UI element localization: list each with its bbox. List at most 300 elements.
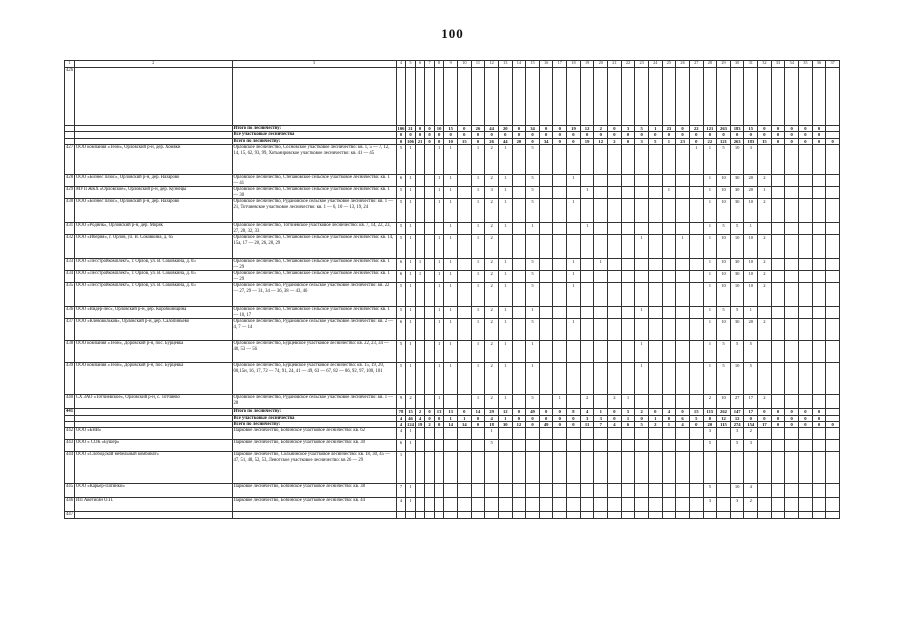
value-cell [662,498,676,512]
value-cell [415,512,425,518]
value-cell [539,498,553,512]
value-cell [608,271,622,283]
value-cell: 10 [744,199,758,223]
value-cell: 5 [526,319,540,341]
value-cell [567,307,581,319]
table-row [65,68,840,126]
value-cell [485,498,499,512]
value-cell: 0 [621,132,635,138]
value-cell: 0 [471,132,485,138]
value-cell: 1 [471,145,485,175]
value-cell [771,319,785,341]
value-cell [648,484,662,498]
value-cell [498,68,512,126]
value-cell: 0 [744,132,758,138]
value-cell [812,68,826,126]
value-cell [648,175,662,187]
value-cell: 0 [608,126,622,132]
value-cell: 27 [730,395,744,409]
organization-cell: ООО «Лесстройкомплект», г. Орлов, ул. В. Соковкина, д. 65 [74,283,232,307]
value-cell [553,440,567,452]
value-cell [676,307,690,319]
value-cell [567,395,581,409]
value-cell: 19 [580,138,594,144]
row-number: 426 [65,68,75,126]
value-cell [812,283,826,307]
value-cell: 0 [703,132,717,138]
value-cell: 1 [434,395,444,409]
value-cell: 6 [676,415,690,421]
value-cell: 10 [717,175,731,187]
value-cell: 0 [512,409,526,415]
value-cell [662,395,676,409]
location-cell: Парковое лесничество, Бобинское участковое лесничество: кв. 62 [232,428,396,440]
value-cell: 1 [526,223,540,235]
value-cell [771,512,785,518]
value-cell [812,395,826,409]
value-cell: 1 [526,341,540,363]
value-cell [758,428,772,440]
value-cell [648,223,662,235]
value-cell: 1 [471,395,485,409]
value-cell [415,199,425,223]
table-row [65,395,840,409]
value-cell: 23 [662,126,676,132]
value-cell: 4 [676,422,690,428]
value-cell: 4 [744,484,758,498]
value-cell: 1 [498,187,512,199]
value-cell: 0 [608,132,622,138]
value-cell [425,484,435,498]
row-number: 431 [65,223,75,235]
value-cell: 0 [415,132,425,138]
location-cell: Парковое лесничество, Бобинское участковое лесничество: кв. 30 [232,440,396,452]
column-number: 36 [812,61,826,68]
value-cell: 0 [771,138,785,144]
value-cell: 1 [703,307,717,319]
value-cell: 2 [485,271,499,283]
value-cell: 10 [717,271,731,283]
value-cell: 0 [553,138,567,144]
value-cell [425,440,435,452]
value-cell [689,199,703,223]
value-cell: 1 [471,283,485,307]
value-cell: 5 [526,145,540,175]
value-cell [512,428,526,440]
value-cell: 0 [635,132,649,138]
value-cell [396,68,406,126]
value-cell [812,223,826,235]
value-cell: 1 [444,199,458,223]
value-cell [539,223,553,235]
value-cell [415,319,425,341]
value-cell: 2 [485,395,499,409]
value-cell [608,484,622,498]
value-cell: 3 [744,440,758,452]
value-cell [703,512,717,518]
value-cell: 1 [444,341,458,363]
value-cell: 12 [512,422,526,428]
value-cell: 5 [526,283,540,307]
value-cell: 10 [444,138,458,144]
value-cell [621,363,635,395]
value-cell [676,498,690,512]
value-cell [689,395,703,409]
value-cell [648,498,662,512]
column-number: 25 [662,61,676,68]
column-number: 31 [744,61,758,68]
value-cell [662,307,676,319]
value-cell: 4 [396,415,406,421]
value-cell: 2 [758,259,772,271]
value-cell: 0 [662,132,676,138]
value-cell [730,68,744,126]
value-cell: 10 [730,145,744,175]
value-cell [812,452,826,484]
value-cell: 115 [703,409,717,415]
value-cell [580,512,594,518]
value-cell: 5 [689,415,703,421]
value-cell: 0 [425,415,435,421]
value-cell [471,440,485,452]
value-cell: 0 [717,132,731,138]
value-cell: 14 [471,409,485,415]
value-cell [471,428,485,440]
value-cell: 3 [730,498,744,512]
value-cell: 22 [703,138,717,144]
value-cell [434,440,444,452]
value-cell [799,235,813,259]
value-cell: 1 [498,363,512,395]
value-cell [648,68,662,126]
value-cell: 2 [425,422,435,428]
value-cell: 12 [730,415,744,421]
value-cell: 2 [758,283,772,307]
value-cell: 10 [730,235,744,259]
value-cell [415,68,425,126]
value-cell: 0 [434,138,444,144]
value-cell [580,319,594,341]
value-cell [415,235,425,259]
value-cell: 5 [744,363,758,395]
value-cell [608,512,622,518]
value-cell: 0 [396,132,406,138]
value-cell: 17 [744,395,758,409]
value-cell: 0 [425,138,435,144]
organization-cell: ООО «Бизнес плюс», Орловский р-н, дер. Назарово [74,199,232,223]
value-cell: 0 [567,138,581,144]
value-cell: 1 [498,259,512,271]
value-cell: 30 [730,319,744,341]
value-cell: 4 [415,415,425,421]
value-cell: 30 [730,271,744,283]
value-cell [425,319,435,341]
value-cell [512,145,526,175]
value-cell: 2 [608,138,622,144]
value-cell [553,512,567,518]
value-cell [553,187,567,199]
column-number: 21 [608,61,622,68]
value-cell [799,223,813,235]
value-cell [635,187,649,199]
value-cell [826,484,840,498]
value-cell [799,259,813,271]
organization-cell: ООО «Слободской мебельный комбинат» [74,452,232,484]
value-cell: 1 [662,187,676,199]
value-cell [648,428,662,440]
value-cell [458,175,472,187]
value-cell [689,319,703,341]
value-cell [458,363,472,395]
value-cell [785,341,799,363]
organization-cell: МУП ЖКХ «Орловское», Орловский р-н, дер. Кузнецы [74,187,232,199]
value-cell: 0 [771,415,785,421]
value-cell [771,395,785,409]
value-cell: 20 [703,422,717,428]
value-cell: 5 [648,138,662,144]
value-cell [608,68,622,126]
value-cell [676,223,690,235]
value-cell: 274 [730,422,744,428]
value-cell: 1 [444,415,458,421]
value-cell: 0 [526,138,540,144]
value-cell: 1 [406,283,416,307]
value-cell: 0 [662,415,676,421]
value-cell: 5 [396,341,406,363]
value-cell: 4 [396,422,406,428]
value-cell: 1 [580,187,594,199]
value-cell: 1 [434,271,444,283]
value-cell [512,68,526,126]
value-cell [512,452,526,484]
value-cell: 19 [415,422,425,428]
value-cell: 0 [539,409,553,415]
value-cell: 0 [458,132,472,138]
value-cell [594,395,608,409]
value-cell: 1 [444,363,458,395]
value-cell [648,187,662,199]
value-cell [785,271,799,283]
table-row [65,223,840,235]
location-cell: Орловское лесничество, Степановское сельское участковое лесничество: кв. 1 — 29 [232,259,396,271]
value-cell: 0 [580,132,594,138]
organization-cell: ИП Аветисян О.П. [74,498,232,512]
location-cell: Орловское лесничество, Степановское сельское участковое лесничество: кв. 1 — 41 [232,175,396,187]
value-cell [580,363,594,395]
value-cell [689,452,703,484]
value-cell [799,363,813,395]
value-cell: 1 [406,363,416,395]
value-cell [689,271,703,283]
value-cell: 0 [799,415,813,421]
value-cell [608,363,622,395]
organization-cell: ООО «Лесстройкомплект», г. Орлов, ул. В. Соковкина, д. 65 [74,271,232,283]
value-cell: 2 [703,395,717,409]
organization-cell: ООО «Бизнес плюс», Орловский р-н, дер. Назарово [74,175,232,187]
value-cell: 121 [703,126,717,132]
value-cell: 5 [730,341,744,363]
table-row [65,452,840,484]
value-cell: 1 [434,175,444,187]
value-cell [567,452,581,484]
value-cell [717,452,731,484]
value-cell: 26 [471,126,485,132]
row-number: 432 [65,235,75,259]
value-cell [458,235,472,259]
column-number: 19 [580,61,594,68]
row-number: 434 [65,271,75,283]
column-number: 3 [232,61,396,68]
value-cell: 2 [744,428,758,440]
value-cell [608,223,622,235]
value-cell [785,498,799,512]
value-cell: 1 [434,145,444,175]
value-cell: 2 [758,175,772,187]
value-cell [458,223,472,235]
value-cell: 1 [621,395,635,409]
value-cell [425,175,435,187]
value-cell [758,498,772,512]
value-cell [635,452,649,484]
value-cell: 0 [434,132,444,138]
value-cell: 1 [498,271,512,283]
value-cell: 0 [498,132,512,138]
organization-cell: СХ ЗАО «Тотчиевское», Орловский р-н, с. Тотчиево [74,395,232,409]
value-cell: 0 [635,415,649,421]
value-cell: 1 [471,175,485,187]
value-cell: 34 [526,126,540,132]
value-cell: 1 [498,175,512,187]
value-cell [485,512,499,518]
value-cell [434,452,444,484]
value-cell: 15 [406,409,416,415]
value-cell [758,484,772,498]
value-cell: 1 [434,341,444,363]
value-cell: 1 [703,175,717,187]
value-cell [458,68,472,126]
value-cell: 5 [396,223,406,235]
column-number: 16 [539,61,553,68]
value-cell: 0 [553,409,567,415]
value-cell [812,341,826,363]
value-cell: 0 [785,422,799,428]
value-cell [539,235,553,259]
value-cell: 1 [406,319,416,341]
table-row [65,440,840,452]
value-cell: 0 [608,415,622,421]
value-cell: 0 [471,415,485,421]
value-cell: 1 [434,235,444,259]
value-cell: 0 [730,132,744,138]
column-number: 24 [648,61,662,68]
value-cell [498,512,512,518]
value-cell [425,498,435,512]
value-cell [594,175,608,187]
column-number: 30 [730,61,744,68]
value-cell: 1 [471,187,485,199]
value-cell: 10 [717,187,731,199]
value-cell [771,223,785,235]
value-cell [512,175,526,187]
value-cell [771,484,785,498]
value-cell [553,498,567,512]
row-number: 444 [65,452,75,484]
value-cell: 0 [758,132,772,138]
value-cell [758,512,772,518]
value-cell [621,484,635,498]
value-cell: 1 [635,307,649,319]
value-cell [406,452,416,484]
value-cell [580,498,594,512]
value-cell: 2 [758,319,772,341]
value-cell [567,223,581,235]
table-row [65,307,840,319]
value-cell: 0 [799,409,813,415]
value-cell [444,68,458,126]
value-cell [553,341,567,363]
value-cell [717,484,731,498]
value-cell [799,440,813,452]
column-number: 10 [458,61,472,68]
value-cell: 1 [406,259,416,271]
value-cell [689,498,703,512]
value-cell: 0 [799,126,813,132]
value-cell: 147 [730,409,744,415]
value-cell: 0 [434,422,444,428]
value-cell: 2 [485,341,499,363]
value-cell [471,512,485,518]
value-cell: 1 [471,307,485,319]
value-cell [539,145,553,175]
value-cell: 1 [406,235,416,259]
value-cell [539,307,553,319]
value-cell [621,283,635,307]
value-cell: 15 [758,138,772,144]
row-number: 427 [65,145,75,175]
value-cell [635,199,649,223]
value-cell [785,452,799,484]
value-cell [539,68,553,126]
value-cell [771,271,785,283]
table-row [65,363,840,395]
value-cell [662,68,676,126]
value-cell: 1 [458,415,472,421]
column-number: 28 [703,61,717,68]
value-cell [594,68,608,126]
column-number: 27 [689,61,703,68]
value-cell [826,307,840,319]
value-cell [512,199,526,223]
value-cell [676,259,690,271]
value-cell: 5 [526,271,540,283]
value-cell: 49 [526,409,540,415]
value-cell: 15 [744,126,758,132]
value-cell: 1 [406,440,416,452]
value-cell [621,319,635,341]
value-cell [415,175,425,187]
value-cell [662,341,676,363]
value-cell: 5 [396,187,406,199]
value-cell: 0 [703,415,717,421]
row-number: 428 [65,175,75,187]
value-cell: 12 [498,409,512,415]
value-cell [415,145,425,175]
value-cell [458,395,472,409]
location-cell: Орловское лесничество, Степановское сельское участковое лесничество: кв. 14, 15а, 17 — 20, 26, 28, 29 [232,235,396,259]
value-cell [512,440,526,452]
value-cell: 5 [730,223,744,235]
value-cell: 1 [703,235,717,259]
